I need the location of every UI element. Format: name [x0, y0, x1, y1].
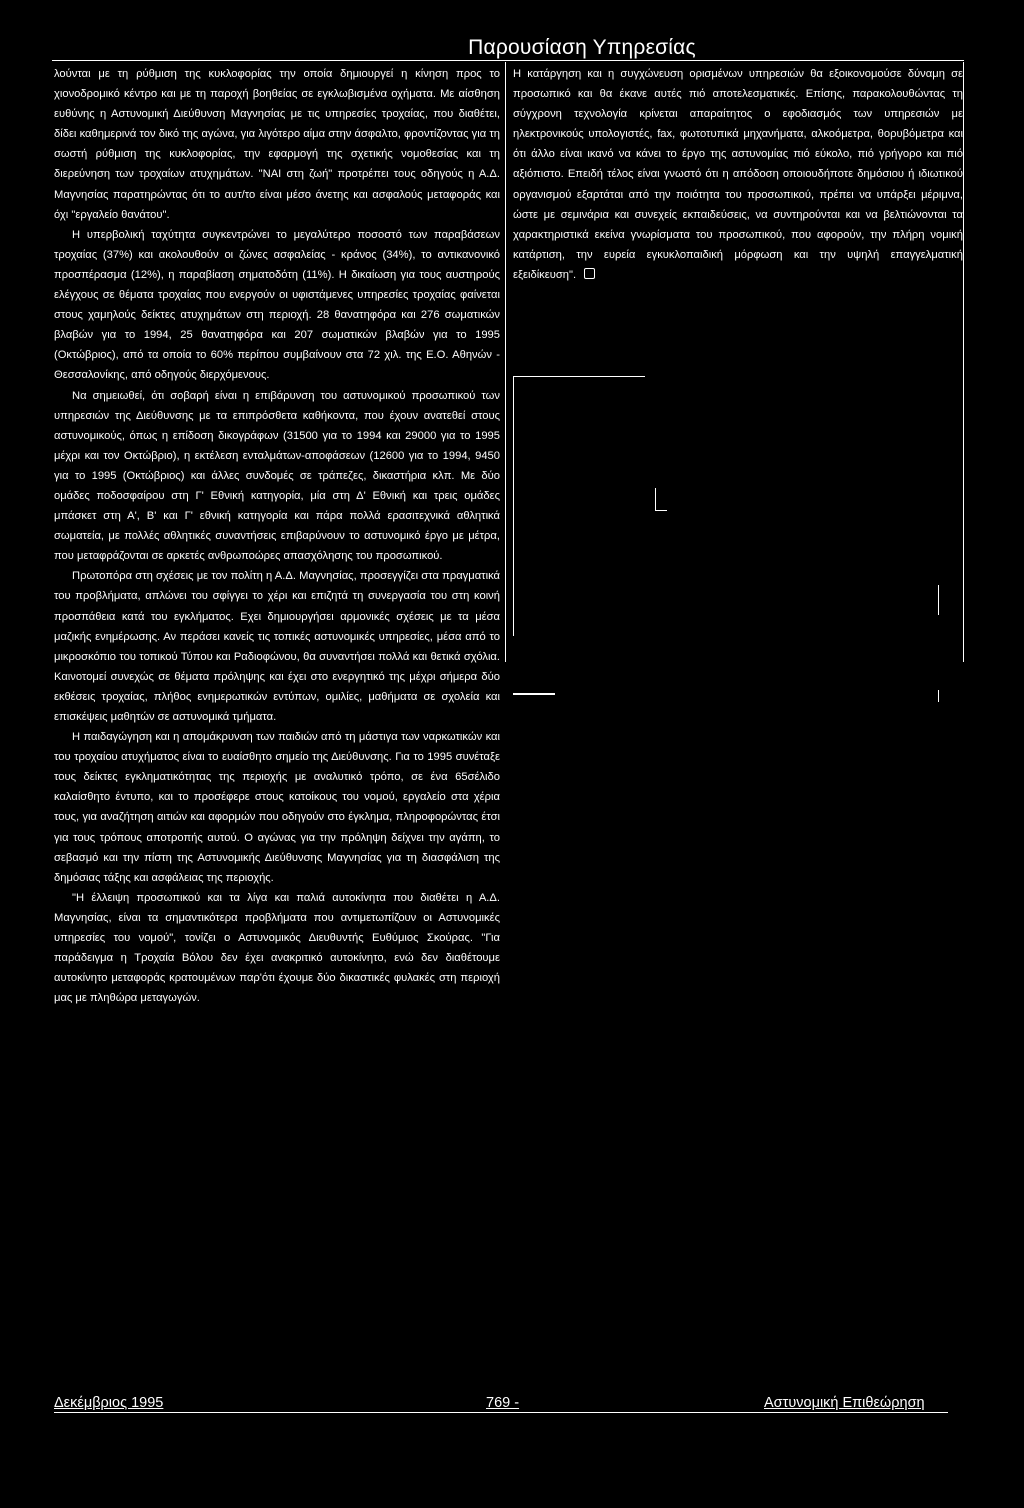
photo-frame-mark — [655, 510, 667, 511]
article-end-icon — [584, 268, 595, 279]
photo-frame-left — [513, 376, 514, 636]
paragraph: Η παιδαγώγηση και η απομάκρυνση των παιδιών από τη μάστιγα των ναρκωτικών και του τροχαίου ατυχήματος είναι το ευαίσθητο σημείο της Διεύθυνσης. Για το 1995 συνέταξε τους δείκτες εγκληματικότητας της περιοχής με αναλυτικό τρόπο, σε ένα 65σέλιδο καλαίσθητο έντυπο, και το προσέφερε στους κατοίκους του νομού, εργαλείο στα χέρια τους, για αναζήτηση αιτιών και αφορμών που οδηγούν στο έγκλημα, πληροφορώντας έτσι για τους τρόπους αποτροπής αυτού. Ο αγώνας για την πρόληψη δείχνει την αγάπη, το σεβασμό και την πίστη της Αστυνομικής Διεύθυνσης Μαγνησίας για τη διασφάλιση της δημόσιας τάξης και ασφάλειας της περιοχής. — [54, 731, 500, 884]
paragraph: λούνται με τη ρύθμιση της κυκλοφορίας την οποία δημιουργεί η κίνηση προς το χιονοδρομικό κέντρο και με τη παροχή βοηθείας σε εγκλωβισμένα οχήματα. Με αίσθηση ευθύνης η Αστυνομική Διεύθυνση Μαγνησίας με τις υπηρεσίες τροχαίας, που διαθέτει, δίδει καθημερινά τον δικό της αγώνα, για λιγότερο αίμα στην άσφαλτο, φροντίζοντας για τη σωστή ρύθμιση της κυκλοφορίας, την εφαρμογή της σχετικής νομοθεσίας και τη διερεύνηση των τροχαίων ατυχημάτων. "ΝΑΙ στη ζωή" προτρέπει τους οδηγούς η Α.Δ. Μαγνησίας παρατηρώντας ότι το αυτ/το είναι μέσο άνετης και ασφαλούς μεταφοράς και όχι "εργαλείο θανάτου". — [54, 68, 500, 221]
footer-rule — [54, 1412, 948, 1413]
paragraph: Η υπερβολική ταχύτητα συγκεντρώνει το μεγαλύτερο ποσοστό των παραβάσεων τροχαίας (37%) και ακολουθούν οι ζώνες ασφαλείας - κράνος (34%), το αντικανονικό προσπέρασμα (12%), η παραβίαση σηματοδότη (11%). Η δικαίωση για τους αυστηρούς ελέγχους σε θέματα τροχαίας που ενεργούν οι υφιστάμενες υπηρεσίες τροχαίας φαίνεται στους χαμηλούς δείκτες ατυχημάτων στη περιοχή. 28 θανατηφόρα και 276 σωματικών βλαβών για το 1994, 25 θανατηφόρα και 207 σωματικών βλαβών για το 1995 (Οκτώβριος), από τα οποία το 60% περίπου συμβαίνουν στα 72 χιλ. της Ε.Ο. Αθηνών - Θεσσαλονίκης, από οδηγούς διερχόμενους. — [54, 228, 500, 382]
photo-frame-mark — [938, 585, 939, 615]
top-rule — [52, 60, 964, 61]
right-border — [963, 62, 964, 662]
section-title: Παρουσίαση Υπηρεσίας — [468, 36, 696, 59]
paragraph: Πρωτοπόρα στη σχέσεις με τον πολίτη η Α.Δ. Μαγνησίας, προσεγγίζει στα πραγματικά του προβλήματα, απλώνει του σφίγγει το χέρι και επιζητά τη συνεργασία του στη κοινή προσπάθεια κατά του εγκλήματος. Εχει δημιουργήσει αρμονικές σχέσεις με τα μέσα μαζικής ενημέρωσης. Αν περάσει κανείς τις τοπικές αστυνομικές υπηρεσίες, μέσα από το μικροσκόπιο του τοπικού Τύπου και Ραδιοφώνου, θα συναντήσει πολλά και θετικά σχόλια. Καινοτομεί συνεχώς σε θέματα πρόληψης και έχει στο ενεργητικό της μέχρι σήμερα δύο εκθέσεις τροχαίας, πλήθος ενημερωτικών εντύπων, ομιλίες, μαθήματα σε σχολεία και επισκέψεις μαθητών σε αστυνομικά τμήματα. — [54, 570, 500, 723]
page-header — [0, 36, 1024, 60]
photo-frame-mark — [655, 488, 656, 510]
photo-frame-top — [513, 376, 645, 377]
left-column — [54, 64, 500, 1008]
paragraph-text: Η κατάργηση και η συγχώνευση ορισμένων υπηρεσιών θα εξοικονομούσε δύναμη σε προσωπικό και θα έκανε αυτές πιό αποτελεσματικές. Επίσης, παρακολουθώντας τη σύγχρονη τεχνολογία κρίνεται απαραίτητος ο εφοδιασμός των υπηρεσιών με ηλεκτρονικούς υπολογιστές, fax, φωτοτυπικά μηχανήματα, αλκοόμετρα, θορυβόμετρα και ότι άλλο είναι ικανό να κάνει το έργο της αστυνομίας πιό εύκολο, πιό γρήγορο και πιό αξιόπιστο. Επειδή τέλος είναι γνωστό ότι η απόδοση οποιουδήποτε δημόσιου ή ιδιωτικού οργανισμού εξαρτάται από την ποιότητα του προσωπικού, πρέπει να υπάρξει μέριμνα, ώστε με σεμινάρια και συνεχείς εκπαιδεύσεις, να συντηρούνται και να βελτιώνονται τα χαρακτηριστικά εκείνα γνωρίσματα του προσωπικού, που αφορούν, την πλήρη νομική κατάρτιση, την ευρεία εγκυκλοπαιδική μόρφωση και την υψηλή επαγγελματική εξειδίκευση". — [513, 68, 963, 281]
paragraph — [513, 64, 963, 285]
photo-frame-mark — [513, 693, 555, 695]
right-column — [513, 64, 963, 285]
footer-page-number: 769 - — [486, 1395, 520, 1411]
photo-frame-mark — [938, 690, 939, 702]
paragraph: Να σημειωθεί, ότι σοβαρή είναι η επιβάρυνση του αστυνομικού προσωπικού των υπηρεσιών της Διεύθυνσης με τα επιπρόσθετα καθήκοντα, που έχουν ανατεθεί στους αστυνομικούς, όπως η επίδοση δικογράφων (31500 για το 1994 και 29000 για το 1995 μέχρι και τον Οκτώβριο), η εκτέλεση ενταλμάτων-αποφάσεων (12600 για το 1994, 9450 για το 1995 (Οκτώβριος) και άλλες συνδομές σε τράπεζες, δικαστήρια κλπ. Με δύο ομάδες ποδοσφαίρου στη Γ' Εθνική κατηγορία, μία στη Δ' Εθνική και τρεις ομάδες μπάσκετ στη Α', Β' και Γ' εθνική κατηγορία και πάρα πολλά ερασιτεχνικά αθλητικά σωματεία, με πολλές αθλητικές συναντήσεις επιβαρύνουν το αστυνομικό έργο με μέτρα, που μεταφράζονται σε αρκετές ανθρωποώρες απασχόλησης του προσωπικού. — [54, 389, 500, 563]
paragraph: "Η έλλειψη προσωπικού και τα λίγα και παλιά αυτοκίνητα που διαθέτει η Α.Δ. Μαγνησίας, είναι τα σημαντικότερα προβλήματα που αντιμετωπίζουν οι Αστυνομικές υπηρεσίες του νομού", τονίζει ο Αστυνομικός Διευθυντής Ευθύμιος Σκούρας. "Για παράδειγμα η Τροχαία Βόλου δεν έχει ανακριτικό αυτοκίνητο, ενώ δεν διαθέτουμε αυτοκίνητο μεταφοράς κρατουμένων παρ'ότι έχουμε δύο δικαστικές φυλακές στη περιοχή μας με πληθώρα μεταγωγών. — [54, 891, 500, 1005]
footer-date: Δεκέμβριος 1995 — [54, 1395, 164, 1411]
footer-magazine: Αστυνομική Επιθεώρηση — [764, 1395, 925, 1411]
column-divider — [505, 62, 506, 662]
